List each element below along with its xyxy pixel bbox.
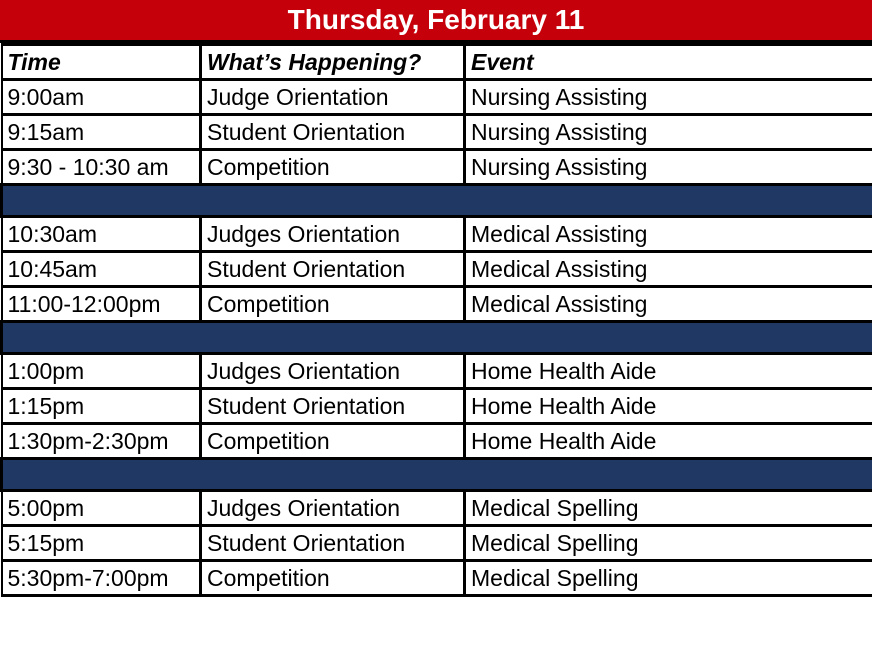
table-row — [2, 287, 872, 322]
time-cell: 9:30 - 10:30 am — [2, 150, 201, 185]
event-cell: Nursing Assisting — [465, 115, 872, 150]
happening-cell: Competition — [201, 287, 465, 322]
event-cell: Nursing Assisting — [465, 80, 872, 115]
time-cell: 1:00pm — [2, 354, 201, 389]
event-cell: Medical Spelling — [465, 561, 872, 596]
table-row — [2, 217, 872, 252]
section-separator — [2, 185, 872, 217]
happening-cell: Judge Orientation — [201, 80, 465, 115]
time-cell: 1:30pm-2:30pm — [2, 424, 201, 459]
section-separator — [2, 322, 872, 354]
time-cell: 5:15pm — [2, 526, 201, 561]
page-title: Thursday, February 11 — [0, 0, 872, 43]
table-row — [2, 354, 872, 389]
event-cell: Home Health Aide — [465, 354, 872, 389]
table-row — [2, 150, 872, 185]
happening-cell: Student Orientation — [201, 252, 465, 287]
table-row — [2, 491, 872, 526]
event-cell: Home Health Aide — [465, 424, 872, 459]
time-cell: 9:15am — [2, 115, 201, 150]
table-row — [2, 389, 872, 424]
time-cell: 10:45am — [2, 252, 201, 287]
happening-cell: Student Orientation — [201, 389, 465, 424]
event-cell: Medical Spelling — [465, 526, 872, 561]
happening-cell: Student Orientation — [201, 526, 465, 561]
time-cell: 5:30pm-7:00pm — [2, 561, 201, 596]
event-cell: Medical Assisting — [465, 252, 872, 287]
schedule-table — [0, 43, 872, 597]
happening-cell: Competition — [201, 424, 465, 459]
time-cell: 11:00-12:00pm — [2, 287, 201, 322]
schedule-body — [2, 45, 872, 596]
time-cell: 5:00pm — [2, 491, 201, 526]
table-row — [2, 561, 872, 596]
event-cell: Medical Assisting — [465, 217, 872, 252]
happening-cell: Judges Orientation — [201, 354, 465, 389]
event-cell: Medical Spelling — [465, 491, 872, 526]
table-row — [2, 424, 872, 459]
happening-cell: Judges Orientation — [201, 491, 465, 526]
time-cell: 10:30am — [2, 217, 201, 252]
header-event: Event — [465, 45, 872, 80]
time-cell: 1:15pm — [2, 389, 201, 424]
section-separator — [2, 459, 872, 491]
table-row — [2, 80, 872, 115]
separator-band — [2, 322, 872, 354]
event-cell: Nursing Assisting — [465, 150, 872, 185]
table-row — [2, 252, 872, 287]
happening-cell: Competition — [201, 561, 465, 596]
table-header-row — [2, 45, 872, 80]
event-cell: Medical Assisting — [465, 287, 872, 322]
table-row — [2, 526, 872, 561]
happening-cell: Judges Orientation — [201, 217, 465, 252]
header-time: Time — [2, 45, 201, 80]
header-whats-happening: What’s Happening? — [201, 45, 465, 80]
separator-band — [2, 459, 872, 491]
separator-band — [2, 185, 872, 217]
time-cell: 9:00am — [2, 80, 201, 115]
happening-cell: Student Orientation — [201, 115, 465, 150]
table-row — [2, 115, 872, 150]
happening-cell: Competition — [201, 150, 465, 185]
event-cell: Home Health Aide — [465, 389, 872, 424]
